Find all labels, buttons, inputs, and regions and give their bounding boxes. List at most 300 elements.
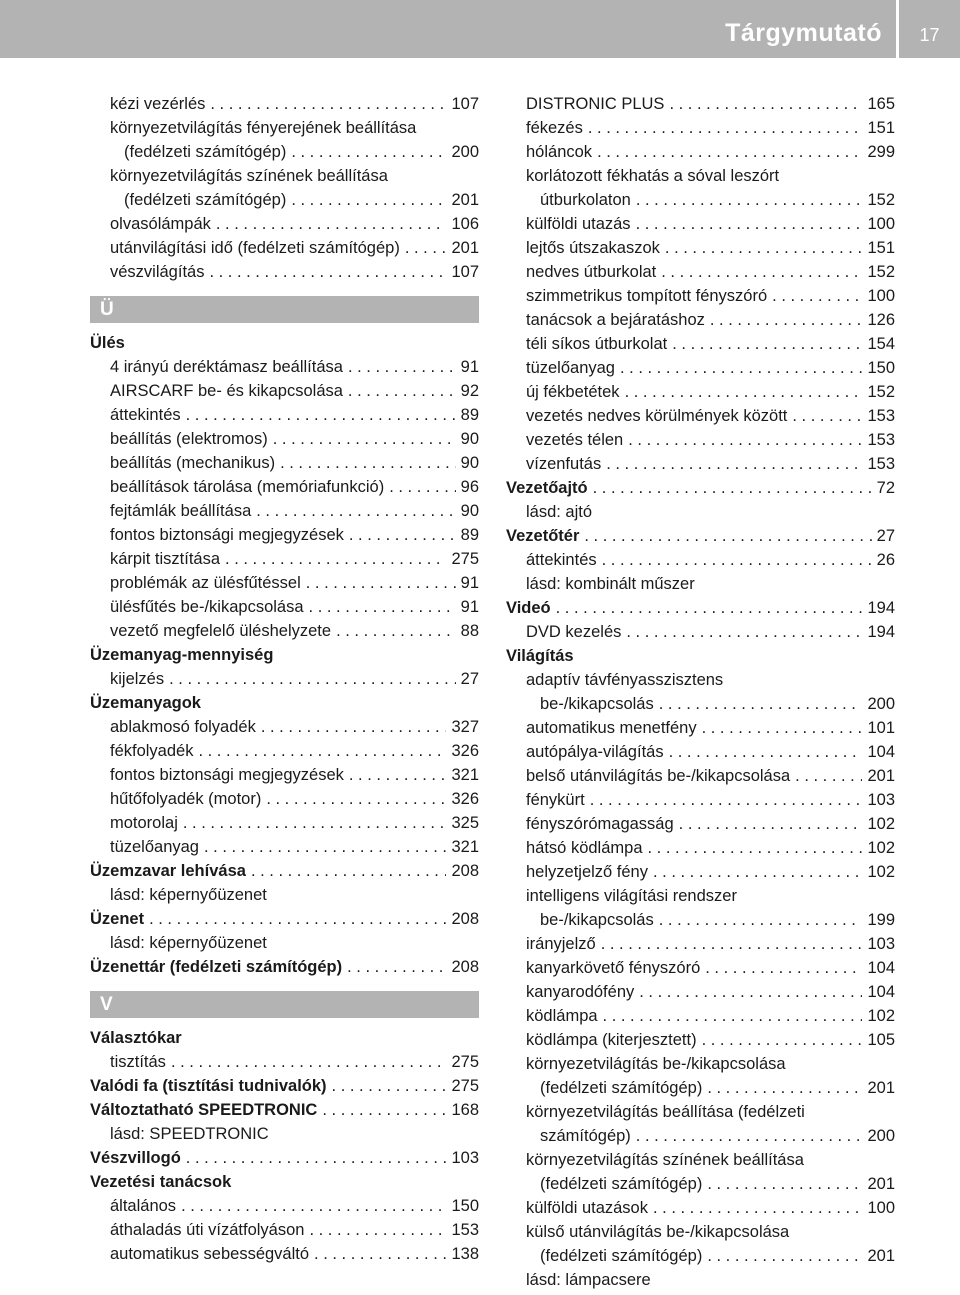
dot-leader (348, 379, 456, 403)
index-sub-entry (506, 284, 895, 308)
entry-term: beállítás (elektromos) (110, 430, 268, 448)
dot-leader (636, 212, 863, 236)
index-sub-entry (506, 620, 895, 644)
dot-leader (665, 236, 863, 260)
entry-term: hűtőfolyadék (motor) (110, 790, 262, 808)
dot-leader (710, 308, 863, 332)
index-sub-entry (90, 1050, 479, 1074)
dot-leader (606, 452, 862, 476)
entry-term: DISTRONIC PLUS (526, 95, 665, 113)
entry-page-number: 208 (451, 910, 479, 928)
entry-term: környezetvilágítás be-/kikapcsolása (526, 1055, 786, 1073)
dot-leader (198, 739, 446, 763)
entry-page-number: 201 (867, 1079, 895, 1097)
index-main-entry (90, 643, 479, 667)
dot-leader (204, 835, 446, 859)
dot-leader (183, 811, 447, 835)
dot-leader (261, 715, 447, 739)
entry-term: AIRSCARF be- és kikapcsolása (110, 382, 343, 400)
dot-leader (679, 812, 863, 836)
entry-page-number: 89 (460, 406, 479, 424)
dot-leader (659, 908, 863, 932)
entry-term: korlátozott fékhatás a sóval leszórt (526, 167, 780, 185)
entry-page-number: 91 (460, 574, 479, 592)
index-sub-entry (506, 884, 895, 908)
page-header-bar (0, 0, 960, 58)
dot-leader (669, 92, 862, 116)
dot-leader (626, 620, 862, 644)
dot-leader (280, 451, 456, 475)
entry-term: be-/kikapcsolás (540, 911, 654, 929)
entry-page-number: 105 (867, 1031, 895, 1049)
index-sub-entry (506, 452, 895, 476)
entry-page-number: 154 (867, 335, 895, 353)
entry-term: fényszórómagasság (526, 815, 674, 833)
entry-page-number: 100 (867, 1199, 895, 1217)
dot-leader (348, 355, 456, 379)
entry-page-number: 326 (451, 790, 479, 808)
entry-term: beállítások tárolása (memóriafunkció) (110, 478, 385, 496)
index-sub-entry (506, 1052, 895, 1076)
index-sub-entry (506, 1148, 895, 1172)
index-main-entry (90, 907, 479, 931)
entry-term: szimmetrikus tompított fényszóró (526, 287, 768, 305)
entry-term: útburkolaton (540, 191, 631, 209)
index-column-right (506, 92, 895, 1292)
dot-leader (659, 692, 863, 716)
index-sub-entry (506, 668, 895, 692)
section-title: Tárgymutató (725, 19, 882, 47)
index-sub-entry (90, 571, 479, 595)
entry-term: külső utánvilágítás be-/kikapcsolása (526, 1223, 790, 1241)
index-sub-entry (506, 260, 895, 284)
entry-page-number: 152 (867, 191, 895, 209)
entry-term: kanyarkövető fényszóró (526, 959, 701, 977)
dot-leader (669, 740, 863, 764)
dot-leader (672, 332, 862, 356)
entry-term: adaptív távfényasszisztens (526, 671, 724, 689)
entry-term: ülésfűtés be-/kikapcsolása (110, 598, 304, 616)
entry-page-number: 275 (451, 550, 479, 568)
index-sub-entry (90, 164, 479, 188)
index-sub-entry (506, 116, 895, 140)
index-sub-entry (506, 1244, 895, 1268)
dot-leader (149, 907, 446, 931)
dot-leader (639, 980, 862, 1004)
dot-leader (171, 1050, 447, 1074)
entry-term: lásd: kombinált műszer (526, 575, 695, 593)
index-sub-entry (90, 451, 479, 475)
index-sub-entry (506, 812, 895, 836)
entry-page-number: 150 (451, 1197, 479, 1215)
index-main-entry (90, 1170, 479, 1194)
entry-page-number: 152 (867, 263, 895, 281)
entry-page-number: 90 (460, 454, 479, 472)
entry-term: tanácsok a bejáratáshoz (526, 311, 705, 329)
entry-page-number: 208 (451, 862, 479, 880)
entry-page-number: 90 (460, 502, 479, 520)
entry-term: Választókar (90, 1029, 182, 1047)
entry-term: Vezetőajtó (506, 479, 588, 497)
index-main-entry (90, 955, 479, 979)
index-sub-entry (90, 763, 479, 787)
entry-term: lásd: lámpacsere (526, 1271, 651, 1289)
dot-leader (772, 284, 862, 308)
entry-page-number: 327 (451, 718, 479, 736)
entry-page-number: 194 (867, 599, 895, 617)
entry-page-number: 208 (451, 958, 479, 976)
entry-page-number: 201 (867, 767, 895, 785)
dot-leader (347, 955, 446, 979)
entry-term: fékfolyadék (110, 742, 194, 760)
dot-leader (620, 356, 862, 380)
entry-term: Vezetési tanácsok (90, 1173, 232, 1191)
dot-leader (251, 859, 447, 883)
index-main-entry (90, 331, 479, 355)
entry-page-number: 151 (867, 119, 895, 137)
entry-term: tüzelőanyag (110, 838, 199, 856)
index-sub-entry (90, 787, 479, 811)
entry-term: fénykürt (526, 791, 585, 809)
entry-page-number: 151 (867, 239, 895, 257)
entry-term: általános (110, 1197, 177, 1215)
index-sub-entry (506, 1100, 895, 1124)
dot-leader (291, 188, 446, 212)
index-sub-entry (90, 236, 479, 260)
entry-page-number: 102 (867, 1007, 895, 1025)
index-letter-heading: Ü (90, 296, 479, 323)
entry-term: áthaladás úti vízátfolyáson (110, 1221, 305, 1239)
entry-term: olvasólámpák (110, 215, 211, 233)
index-sub-entry (506, 1028, 895, 1052)
dot-leader (186, 403, 456, 427)
dot-leader (636, 1124, 863, 1148)
entry-term: fontos biztonsági megjegyzések (110, 526, 344, 544)
entry-term: Változtatható SPEEDTRONIC (90, 1101, 318, 1119)
entry-term: Vészvillogó (90, 1149, 181, 1167)
dot-leader (273, 427, 456, 451)
entry-term: belső utánvilágítás be-/kikapcsolása (526, 767, 791, 785)
entry-page-number: 153 (451, 1221, 479, 1239)
index-main-entry (506, 476, 895, 500)
entry-term: ködlámpa (kiterjesztett) (526, 1031, 697, 1049)
index-sub-entry (90, 140, 479, 164)
dot-leader (336, 619, 456, 643)
entry-page-number: 165 (867, 95, 895, 113)
entry-term: vészvilágítás (110, 263, 205, 281)
entry-term: fékezés (526, 119, 583, 137)
dot-leader (601, 932, 863, 956)
index-sub-entry (506, 236, 895, 260)
entry-term: környezetvilágítás színének beállítása (526, 1151, 804, 1169)
dot-leader (256, 499, 455, 523)
entry-page-number: 321 (451, 766, 479, 784)
index-sub-entry (90, 403, 479, 427)
dot-leader (169, 667, 456, 691)
entry-term: Üzenet (90, 910, 145, 928)
index-sub-entry (506, 548, 895, 572)
dot-leader (309, 595, 456, 619)
entry-term: külföldi utazás (526, 215, 631, 233)
entry-term: lásd: ajtó (526, 503, 593, 521)
entry-page-number: 107 (451, 95, 479, 113)
index-sub-entry (506, 836, 895, 860)
entry-page-number: 101 (867, 719, 895, 737)
entry-term: lásd: képernyőüzenet (110, 934, 267, 952)
entry-term: Videó (506, 599, 551, 617)
index-sub-entry (506, 764, 895, 788)
entry-term: tisztítás (110, 1053, 166, 1071)
entry-term: vezetés nedves körülmények között (526, 407, 788, 425)
dot-leader (216, 212, 447, 236)
dot-leader (707, 1076, 862, 1100)
index-sub-entry (506, 164, 895, 188)
dot-leader (702, 716, 863, 740)
entry-term: számítógép) (540, 1127, 631, 1145)
index-letter-heading: V (90, 991, 479, 1018)
index-sub-entry (506, 1076, 895, 1100)
entry-term: be-/kikapcsolás (540, 695, 654, 713)
index-sub-entry (506, 428, 895, 452)
index-sub-entry (506, 1124, 895, 1148)
index-sub-entry (506, 1268, 895, 1292)
index-sub-entry (90, 427, 479, 451)
index-sub-entry (90, 739, 479, 763)
index-sub-entry (506, 932, 895, 956)
entry-term: Ülés (90, 334, 125, 352)
dot-leader (707, 1172, 862, 1196)
dot-leader (291, 140, 446, 164)
entry-term: 4 irányú deréktámasz beállítása (110, 358, 343, 376)
entry-term: vezető megfelelő üléshelyzete (110, 622, 332, 640)
index-sub-entry (90, 835, 479, 859)
entry-term: lásd: képernyőüzenet (110, 886, 267, 904)
entry-term: kijelzés (110, 670, 165, 688)
index-sub-entry (90, 619, 479, 643)
index-sub-entry (506, 404, 895, 428)
dot-leader (309, 1218, 446, 1242)
entry-term: irányjelző (526, 935, 596, 953)
dot-leader (225, 547, 446, 571)
dot-leader (349, 763, 447, 787)
entry-term: vízenfutás (526, 455, 602, 473)
entry-page-number: 200 (867, 695, 895, 713)
index-sub-entry (90, 811, 479, 835)
entry-term: fejtámlák beállítása (110, 502, 252, 520)
entry-page-number: 201 (451, 239, 479, 257)
dot-leader (405, 236, 447, 260)
index-sub-entry (90, 1242, 479, 1266)
dot-leader (186, 1146, 447, 1170)
index-sub-entry (90, 499, 479, 523)
entry-page-number: 89 (460, 526, 479, 544)
entry-page-number: 104 (867, 983, 895, 1001)
entry-page-number: 150 (867, 359, 895, 377)
index-column-left (90, 92, 479, 1266)
entry-page-number: 194 (867, 623, 895, 641)
dot-leader (209, 260, 446, 284)
index-sub-entry (90, 260, 479, 284)
entry-page-number: 153 (867, 431, 895, 449)
index-sub-entry (506, 188, 895, 212)
index-sub-entry (506, 356, 895, 380)
dot-leader (597, 140, 862, 164)
entry-term: külföldi utazások (526, 1199, 648, 1217)
entry-term: áttekintés (110, 406, 181, 424)
index-main-entry (90, 1074, 479, 1098)
entry-term: motorolaj (110, 814, 178, 832)
entry-page-number: 102 (867, 839, 895, 857)
dot-leader (625, 380, 863, 404)
entry-term: Üzenettár (fedélzeti számítógép) (90, 958, 343, 976)
dot-leader (707, 1244, 862, 1268)
entry-term: kanyarodófény (526, 983, 635, 1001)
index-sub-entry (90, 379, 479, 403)
entry-term: ködlámpa (526, 1007, 598, 1025)
page-number: 17 (919, 25, 940, 45)
index-sub-entry (506, 332, 895, 356)
index-main-entry (90, 859, 479, 883)
entry-term: lásd: SPEEDTRONIC (110, 1125, 269, 1143)
index-sub-entry (506, 212, 895, 236)
entry-page-number: 91 (460, 358, 479, 376)
entry-page-number: 90 (460, 430, 479, 448)
index-main-entry (506, 644, 895, 668)
entry-term: hátsó ködlámpa (526, 839, 643, 857)
entry-page-number: 275 (451, 1077, 479, 1095)
index-sub-entry (90, 547, 479, 571)
index-sub-entry (90, 883, 479, 907)
entry-term: fontos biztonsági megjegyzések (110, 766, 344, 784)
dot-leader (306, 571, 456, 595)
entry-page-number: 103 (867, 935, 895, 953)
entry-term: környezetvilágítás beállítása (fedélzeti (526, 1103, 805, 1121)
entry-term: (fedélzeti számítógép) (540, 1175, 703, 1193)
dot-leader (653, 860, 862, 884)
entry-page-number: 326 (451, 742, 479, 760)
index-sub-entry (506, 500, 895, 524)
entry-term: vezetés télen (526, 431, 624, 449)
entry-page-number: 27 (460, 670, 479, 688)
index-sub-entry (90, 523, 479, 547)
entry-term: helyzetjelző fény (526, 863, 648, 881)
entry-term: intelligens világítási rendszer (526, 887, 737, 905)
entry-page-number: 168 (451, 1101, 479, 1119)
entry-term: (fedélzeti számítógép) (540, 1247, 703, 1265)
index-main-entry (90, 691, 479, 715)
index-sub-entry (506, 788, 895, 812)
dot-leader (705, 956, 862, 980)
index-sub-entry (90, 1122, 479, 1146)
entry-page-number: 201 (867, 1247, 895, 1265)
entry-page-number: 138 (451, 1245, 479, 1263)
entry-term: Valódi fa (tisztítási tudnivalók) (90, 1077, 327, 1095)
entry-page-number: 102 (867, 815, 895, 833)
index-sub-entry (506, 980, 895, 1004)
index-sub-entry (90, 595, 479, 619)
index-sub-entry (506, 860, 895, 884)
dot-leader (332, 1074, 447, 1098)
entry-page-number: 103 (867, 791, 895, 809)
entry-term: utánvilágítási idő (fedélzeti számítógép) (110, 239, 400, 257)
entry-page-number: 96 (460, 478, 479, 496)
index-sub-entry (90, 188, 479, 212)
index-sub-entry (506, 1004, 895, 1028)
entry-page-number: 299 (867, 143, 895, 161)
index-main-entry (90, 1026, 479, 1050)
index-sub-entry (506, 572, 895, 596)
dot-leader (584, 524, 871, 548)
entry-term: Világítás (506, 647, 574, 665)
dot-leader (349, 523, 456, 547)
entry-term: (fedélzeti számítógép) (540, 1079, 703, 1097)
entry-page-number: 200 (867, 1127, 895, 1145)
entry-page-number: 72 (876, 479, 895, 497)
dot-leader (593, 476, 872, 500)
entry-term: környezetvilágítás fényerejének beállítása (110, 119, 417, 137)
entry-page-number: 88 (460, 622, 479, 640)
index-sub-entry (90, 92, 479, 116)
index-sub-entry (506, 92, 895, 116)
index-main-entry (506, 596, 895, 620)
dot-leader (702, 1028, 863, 1052)
index-sub-entry (506, 1220, 895, 1244)
dot-leader (389, 475, 455, 499)
dot-leader (795, 764, 862, 788)
entry-page-number: 104 (867, 743, 895, 761)
entry-page-number: 321 (451, 838, 479, 856)
entry-term: (fedélzeti számítógép) (124, 143, 287, 161)
entry-term: áttekintés (526, 551, 597, 569)
entry-term: új fékbetétek (526, 383, 620, 401)
entry-page-number: 200 (451, 143, 479, 161)
index-main-entry (506, 524, 895, 548)
dot-leader (210, 92, 446, 116)
index-sub-entry (506, 1196, 895, 1220)
index-sub-entry (506, 956, 895, 980)
dot-leader (588, 116, 863, 140)
index-sub-entry (90, 475, 479, 499)
entry-term: Üzemanyagok (90, 694, 201, 712)
dot-leader (314, 1242, 446, 1266)
dot-leader (628, 428, 862, 452)
dot-leader (653, 1196, 862, 1220)
entry-page-number: 107 (451, 263, 479, 281)
index-sub-entry (90, 1194, 479, 1218)
dot-leader (648, 836, 863, 860)
entry-page-number: 92 (460, 382, 479, 400)
entry-term: kárpit tisztítása (110, 550, 221, 568)
entry-term: nedves útburkolat (526, 263, 657, 281)
index-sub-entry (506, 692, 895, 716)
entry-page-number: 103 (451, 1149, 479, 1167)
dot-leader (556, 596, 863, 620)
entry-term: (fedélzeti számítógép) (124, 191, 287, 209)
entry-page-number: 153 (867, 407, 895, 425)
index-sub-entry (90, 116, 479, 140)
entry-term: automatikus sebességváltó (110, 1245, 310, 1263)
index-sub-entry (506, 380, 895, 404)
dot-leader (181, 1194, 446, 1218)
entry-term: ablakmosó folyadék (110, 718, 256, 736)
entry-page-number: 201 (451, 191, 479, 209)
index-sub-entry (506, 140, 895, 164)
entry-term: Üzemanyag-mennyiség (90, 646, 274, 664)
entry-page-number: 325 (451, 814, 479, 832)
index-sub-entry (90, 667, 479, 691)
entry-term: tüzelőanyag (526, 359, 615, 377)
index-sub-entry (90, 715, 479, 739)
